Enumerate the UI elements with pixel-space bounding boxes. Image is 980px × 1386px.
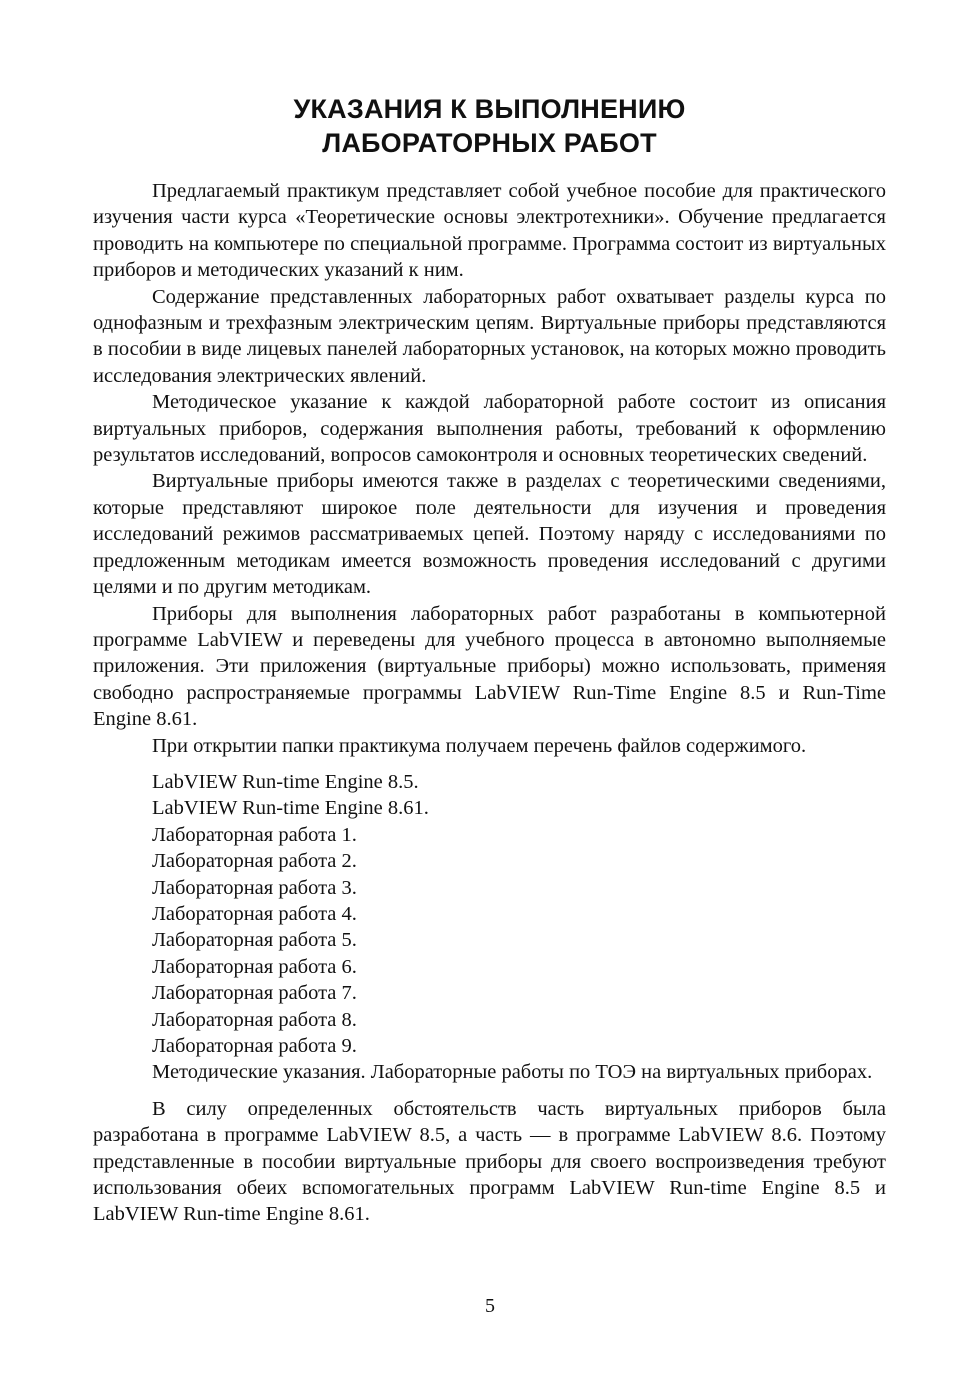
body-text bbox=[93, 178, 886, 1228]
list-item: LabVIEW Run-time Engine 8.5. bbox=[152, 770, 419, 793]
list-item: Лабораторная работа 4. bbox=[152, 902, 357, 925]
paragraph-virtual-devices: Виртуальные приборы имеются также в разделах с теоретическими сведениями, которые представляют широкое поле деятельности для изучения и проведения исследований режимов рассматриваемых цепей. Поэтому наряду с исследованиями по предложенным методикам имеется возможность проведения исследований с другими целями и по другим методикам. bbox=[93, 470, 886, 599]
paragraph-final: В силу определенных обстоятельств часть виртуальных приборов была разработана в программе LabVIEW 8.5, а часть — в программе LabVIEW 8.6. Поэтому представленные в пособии виртуальные приборы для своего воспроизведения требуют использования обеих вспомогательных программ LabVIEW Run-time Engine 8.5 и LabVIEW Run-time Engine 8.61. bbox=[93, 1097, 886, 1226]
page-title-line-1: УКАЗАНИЯ К ВЫПОЛНЕНИЮ bbox=[293, 94, 686, 124]
paragraph-methodical: Методическое указание к каждой лабораторной работе состоит из описания виртуальных приборов, содержания выполнения работы, требований к оформлению результатов исследований, вопросов самоконтроля и основных теоретических сведений. bbox=[93, 391, 886, 467]
page-title bbox=[93, 92, 886, 160]
page-content bbox=[93, 92, 886, 1228]
list-item: Лабораторная работа 3. bbox=[152, 876, 357, 899]
list-item: Лабораторная работа 9. bbox=[152, 1035, 357, 1057]
paragraph-intro: Предлагаемый практикум представляет собой учебное пособие для практического изучения части курса «Теоретические основы электротехники». Обучение предлагается проводить на компьютере по специальной программе. Программа состоит из виртуальных приборов и методических указаний к ним. bbox=[93, 180, 886, 282]
paragraph-folder: При открытии папки практикума получаем перечень файлов содержимого. bbox=[152, 734, 807, 757]
list-item: Лабораторная работа 7. bbox=[152, 982, 357, 1005]
list-item: LabVIEW Run-time Engine 8.61. bbox=[152, 797, 429, 820]
list-item: Лабораторная работа 6. bbox=[152, 955, 357, 978]
paragraph-methodical-guide: Методические указания. Лабораторные работы по ТОЭ на виртуальных приборах. bbox=[152, 1061, 873, 1084]
list-item: Лабораторная работа 8. bbox=[152, 1008, 357, 1031]
list-item: Лабораторная работа 1. bbox=[152, 823, 357, 846]
list-item: Лабораторная работа 5. bbox=[152, 929, 357, 952]
paragraph-labview: Приборы для выполнения лабораторных работ разработаны в компьютерной программе LabVIEW и переведены для учебного процесса в автономно выполняемые приложения. Эти приложения (виртуальные приборы) можно использовать, применяя свободно распространяемые программы LabVIEW Run-Time Engine 8.5 и Run-Time Engine 8.61. bbox=[93, 602, 886, 731]
list-item: Лабораторная работа 2. bbox=[152, 850, 357, 873]
paragraph-content: Содержание представленных лабораторных работ охватывает разделы курса по однофазным и трехфазным электрическим цепям. Виртуальные приборы представляются в пособии в виде лицевых панелей лабораторных установок, на которых можно проводить исследования электрических явлений. bbox=[93, 285, 886, 387]
page-number: 5 bbox=[485, 1295, 495, 1317]
file-list bbox=[93, 769, 886, 1059]
page-title-line-2: ЛАБОРАТОРНЫХ РАБОТ bbox=[322, 128, 657, 158]
